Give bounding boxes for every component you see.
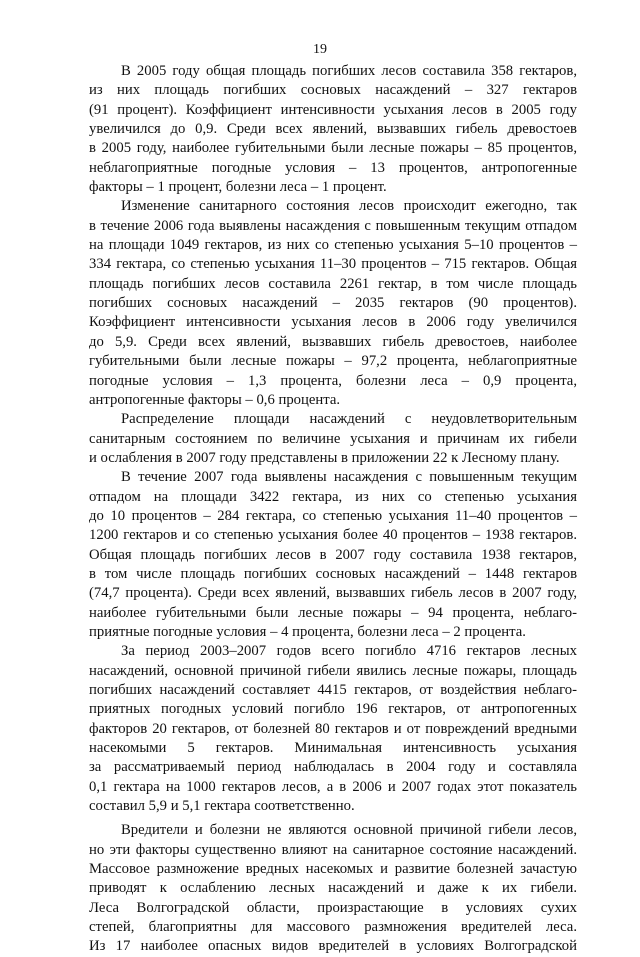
text-line: неблагоприятные погодные условия – 13 процентов, антропогенные bbox=[89, 159, 577, 176]
text-line: в течение 2006 года выявлены насаждения с повышенным текущим отпадом bbox=[89, 217, 577, 234]
text-line: до 10 процентов – 284 гектара, со степенью усыхания 11–40 процентов – bbox=[89, 507, 577, 524]
text-line: насаждений, основной причиной гибели явились лесные пожары, площадь bbox=[89, 662, 577, 679]
text-line: погибших насаждений составляет 4415 гектаров, от воздействия неблаго- bbox=[89, 682, 577, 698]
document-body bbox=[89, 62, 577, 957]
text-line: (91 процент). Коэффициент интенсивности усыхания лесов в 2005 году bbox=[89, 101, 577, 118]
text-line: Из 17 наиболее опасных видов вредителей в условиях Волгоградской bbox=[89, 938, 577, 955]
text-line: факторы – 1 процент, болезни леса – 1 процент. bbox=[89, 179, 387, 196]
text-line: В 2005 году общая площадь погибших лесов составила 358 гектаров, bbox=[121, 63, 577, 79]
text-line: насекомыми 5 гектаров. Минимальная интенсивность усыхания bbox=[89, 740, 577, 757]
text-line: но эти факторы существенно влияют на санитарное состояние насаждений. bbox=[89, 841, 577, 858]
text-line: площадь погибших лесов составила 2261 гектар, в том числе площадь bbox=[89, 275, 577, 292]
text-line: Массовое размножение вредных насекомых и развитие болезней зачастую bbox=[89, 861, 577, 878]
text-line: погибших сосновых насаждений – 2035 гектаров (90 процентов). bbox=[89, 295, 577, 312]
paragraph bbox=[89, 821, 577, 956]
text-line: 1200 гектаров и со степенью усыхания более 40 процентов – 1938 гектаров. bbox=[89, 527, 577, 544]
text-line: факторов 20 гектаров, от болезней 80 гектаров и от повреждений вредными bbox=[89, 720, 577, 737]
paragraph bbox=[89, 62, 577, 197]
text-line: наиболее губительными были лесные пожары – 94 процента, неблаго- bbox=[89, 604, 577, 621]
text-line: За период 2003–2007 годов всего погибло 4716 гектаров лесных bbox=[121, 643, 577, 660]
text-line: санитарным состоянием по величине усыхания и причинам их гибели bbox=[89, 430, 577, 447]
text-line: приятные погодные условия – 4 процента, болезни леса – 2 процента. bbox=[89, 623, 526, 640]
text-line: степей, благоприятны для массового размножения вредителей леса. bbox=[89, 919, 577, 936]
text-line: составил 5,9 и 5,1 гектара соответственно. bbox=[89, 798, 355, 815]
text-line: 0,1 гектара на 1000 гектаров лесов, а в 2006 и 2007 годах этот показатель bbox=[89, 778, 577, 795]
text-line: увеличился до 0,9. Среди всех явлений, вызвавших гибель древостоев bbox=[89, 121, 577, 138]
text-line: отпадом на площади 3422 гектара, из них со степенью усыхания bbox=[89, 488, 577, 505]
text-line: в том числе площадь погибших сосновых насаждений – 1448 гектаров bbox=[89, 565, 577, 582]
text-line: Коэффициент интенсивности усыхания лесов в 2006 году увеличился bbox=[89, 314, 577, 331]
text-line: приятных погодных условий погибло 196 гектаров, от антропогенных bbox=[89, 701, 577, 718]
text-line: погодные условия – 1,3 процента, болезни леса – 0,9 процента, bbox=[89, 372, 577, 389]
text-line: 334 гектара, со степенью усыхания 11–30 процентов – 715 гектаров. Общая bbox=[89, 256, 577, 273]
text-line: антропогенные факторы – 0,6 процента. bbox=[89, 391, 341, 408]
text-line: Распределение площади насаждений с неудовлетворительным bbox=[121, 411, 577, 428]
text-line: Вредители и болезни не являются основной причиной гибели лесов, bbox=[121, 822, 577, 839]
text-line: в 2005 году, наиболее губительными были лесные пожары – 85 процентов, bbox=[89, 140, 577, 157]
text-line: до 5,9. Среди всех явлений, вызвавших гибель древостоев, наиболее bbox=[89, 333, 577, 350]
text-line: приводят к ослаблению лесных насаждений и даже к их гибели. bbox=[89, 880, 577, 897]
text-line: Леса Волгоградской области, произрастающие в условиях сухих bbox=[89, 899, 577, 916]
paragraph bbox=[89, 468, 577, 642]
paragraph bbox=[89, 642, 577, 816]
text-line: Общая площадь погибших лесов в 2007 году составила 1938 гектаров, bbox=[89, 546, 577, 563]
text-line: В течение 2007 года выявлены насаждения с повышенным текущим bbox=[121, 469, 577, 486]
text-line: и ослабления в 2007 году представлены в приложении 22 к Лесному плану. bbox=[89, 449, 560, 466]
text-line: на площади 1049 гектаров, из них со степенью усыхания 5–10 процентов – bbox=[89, 237, 577, 254]
paragraph bbox=[89, 410, 577, 468]
page-number: 19 bbox=[313, 42, 327, 57]
paragraph bbox=[89, 197, 577, 410]
text-line: (74,7 процента). Среди всех явлений, вызвавших гибель лесов в 2007 году, bbox=[89, 585, 577, 602]
text-line: из них площадь погибших сосновых насаждений – 327 гектаров bbox=[89, 82, 577, 99]
text-line: Изменение санитарного состояния лесов происходит ежегодно, так bbox=[121, 198, 577, 215]
text-line: за рассматриваемый период наблюдалась в 2004 году и составляла bbox=[89, 759, 577, 776]
text-line: губительными были лесные пожары – 97,2 процента, неблагоприятные bbox=[89, 353, 577, 370]
